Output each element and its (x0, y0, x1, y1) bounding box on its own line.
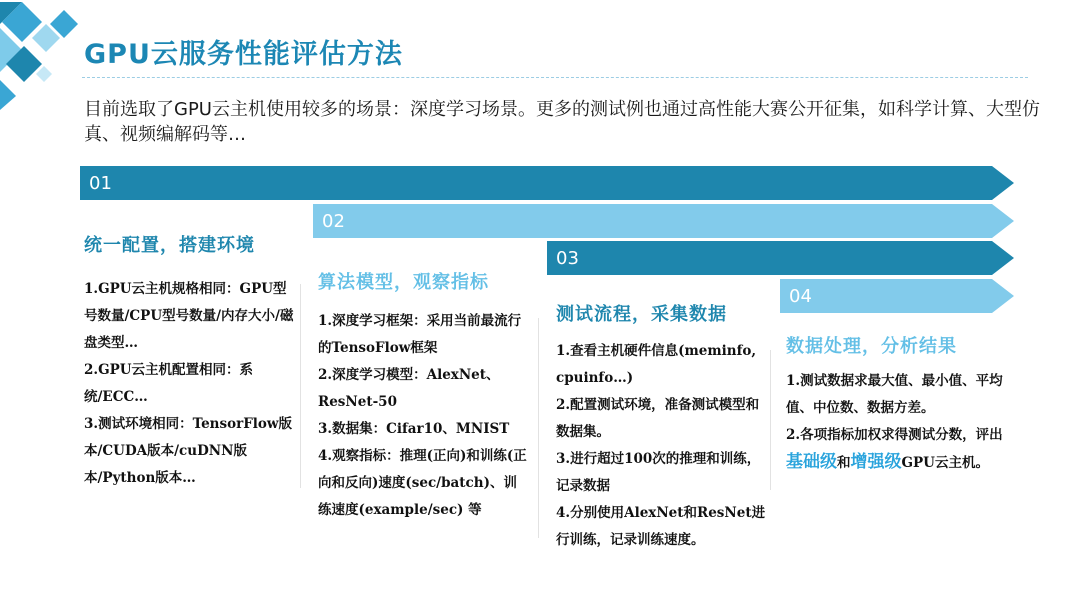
list-item: 3.进行超过100次的推理和训练，记录数据 (556, 451, 761, 494)
column-divider (300, 284, 301, 488)
list-item: 1.GPU云主机规格相同：GPU型号数量/CPU型号数量/内存大小/磁盘类型… (84, 281, 294, 351)
list-item: 3.测试环境相同：TensorFlow版本/CUDA版本/cuDNN版本/Python版本… (84, 416, 293, 486)
list-item-suffix: GPU云主机。 (901, 455, 989, 471)
title-divider (82, 77, 1028, 78)
column-divider (538, 318, 539, 538)
step-heading-03: 测试流程，采集数据 (556, 304, 727, 325)
list-item (786, 422, 1008, 477)
step-list-04 (786, 368, 1008, 477)
list-item: 4.观察指标：推理(正向)和训练(正向和反向)速度(sec/batch)、训练速度(example/sec) 等 (318, 448, 527, 518)
step-band-04 (780, 279, 1014, 313)
step-list-03 (556, 338, 766, 554)
page-title: GPU云服务性能评估方法 (84, 39, 403, 70)
list-item: 2.深度学习模型：AlexNet、ResNet-50 (318, 367, 500, 410)
step-band-03 (547, 241, 1014, 275)
list-item: 1.查看主机硬件信息(meminfo, cpuinfo…) (556, 343, 757, 386)
list-item: 1.深度学习框架：采用当前最流行的TensoFlow框架 (318, 313, 522, 356)
list-item-connector: 和 (837, 455, 851, 471)
list-item-prefix: 2.各项指标加权求得测试分数，评出 (786, 427, 1003, 443)
intro-text: 目前选取了GPU云主机使用较多的场景：深度学习场景。更多的测试例也通过高性能大赛公开征集，如科学计算、大型仿真、视频编解码等… (84, 99, 1040, 145)
list-item: 1.测试数据求最大值、最小值、平均值、中位数、数据方差。 (786, 373, 1003, 416)
step-number: 01 (89, 173, 112, 194)
step-heading-01: 统一配置，搭建环境 (84, 235, 255, 256)
step-number: 02 (322, 211, 345, 232)
column-divider (770, 350, 771, 490)
step-number: 03 (556, 248, 579, 269)
corner-decoration (0, 0, 80, 110)
step-heading-04: 数据处理，分析结果 (786, 336, 957, 357)
list-item: 2.GPU云主机配置相同：系统/ECC… (84, 362, 254, 405)
list-item: 2.配置测试环境，准备测试模型和数据集。 (556, 397, 760, 440)
highlight-basic-tier: 基础级 (786, 452, 837, 472)
list-item: 4.分别使用AlexNet和ResNet进行训练，记录训练速度。 (556, 505, 766, 548)
step-list-02 (318, 308, 530, 524)
highlight-enhanced-tier: 增强级 (850, 452, 902, 472)
step-band-02 (313, 204, 1014, 238)
step-list-01 (84, 276, 294, 492)
step-band-01 (80, 166, 1014, 200)
step-number: 04 (789, 286, 812, 307)
step-heading-02: 算法模型，观察指标 (318, 272, 489, 293)
list-item: 3.数据集：Cifar10、MNIST (318, 421, 510, 437)
